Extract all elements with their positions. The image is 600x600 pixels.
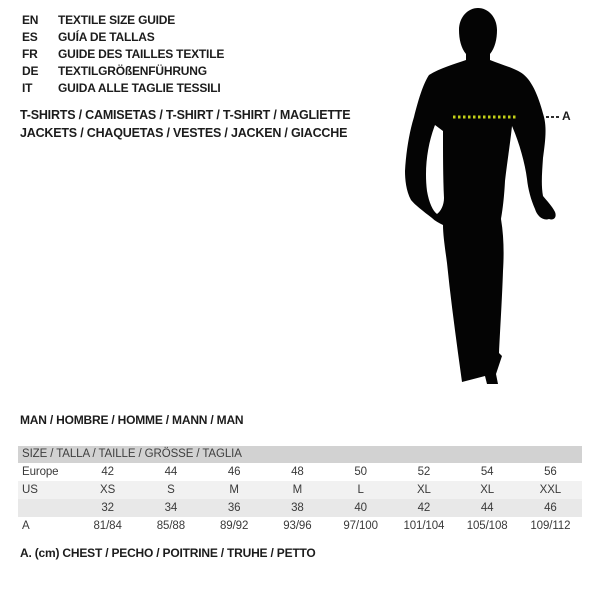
language-legend <box>22 12 224 97</box>
cell: 32 <box>101 502 114 514</box>
cell: 36 <box>227 502 241 514</box>
cell: 97/100 <box>343 520 378 532</box>
cell: 54 <box>480 466 494 478</box>
row-label: A <box>22 520 30 532</box>
category-tshirts: T-SHIRTS / CAMISETAS / T-SHIRT / T-SHIRT / MAGLIETTE <box>20 108 351 122</box>
cell: L <box>357 484 364 496</box>
cell: 44 <box>164 466 178 478</box>
cell: XS <box>100 484 116 496</box>
cell: 109/112 <box>530 520 571 532</box>
table-row-us <box>18 481 582 499</box>
cell: 56 <box>544 466 557 478</box>
language-row <box>22 12 224 29</box>
cell: 40 <box>354 502 367 514</box>
cell: XL <box>416 484 431 496</box>
language-label: TEXTILGRÖßENFÜHRUNG <box>58 64 207 78</box>
cell: 50 <box>354 466 367 478</box>
language-code: EN <box>22 13 39 27</box>
language-label: GUÍA DE TALLAS <box>58 30 155 44</box>
row-label: US <box>22 484 38 496</box>
table-row-chest-a <box>18 517 582 535</box>
table-header: SIZE / TALLA / TAILLE / GRÖSSE / TAGLIA <box>18 446 582 463</box>
row-label: Europe <box>22 466 59 478</box>
table-row-europe <box>18 463 582 481</box>
language-label: GUIDE DES TAILLES TEXTILE <box>58 47 225 61</box>
cell: 52 <box>417 466 431 478</box>
cell: XL <box>480 484 495 496</box>
man-silhouette <box>400 5 580 395</box>
cell: 85/88 <box>156 520 186 532</box>
cell: 101/104 <box>403 520 445 532</box>
category-jackets: JACKETS / CHAQUETAS / VESTES / JACKEN / GIACCHE <box>20 126 348 140</box>
cell: XXL <box>539 484 562 496</box>
man-silhouette-body <box>405 8 556 384</box>
cell: 81/84 <box>93 520 122 532</box>
language-row <box>22 29 224 46</box>
size-table <box>18 446 582 535</box>
cell: 89/92 <box>219 520 249 532</box>
language-code: IT <box>22 81 33 95</box>
cell: 48 <box>291 466 304 478</box>
cell: 42 <box>101 466 114 478</box>
language-code: DE <box>22 64 39 78</box>
cell: 38 <box>291 502 304 514</box>
cell: 42 <box>417 502 431 514</box>
cell: 44 <box>480 502 494 514</box>
language-label: GUIDA ALLE TAGLIE TESSILI <box>58 81 221 95</box>
measure-label-a: A <box>562 109 571 123</box>
cell: 105/108 <box>466 520 508 532</box>
row-label <box>18 499 76 517</box>
language-row <box>22 46 224 63</box>
language-code: FR <box>22 47 38 61</box>
category-block <box>20 106 350 142</box>
cell: 46 <box>544 502 557 514</box>
language-row <box>22 63 224 80</box>
language-code: ES <box>22 30 38 44</box>
cell: 46 <box>227 466 241 478</box>
language-row <box>22 80 224 97</box>
table-row-us-numeric <box>18 499 582 517</box>
cell: M <box>292 484 303 496</box>
language-label: TEXTILE SIZE GUIDE <box>58 13 176 27</box>
cell: M <box>229 484 239 496</box>
section-title-man: MAN / HOMBRE / HOMME / MANN / MAN <box>20 413 244 427</box>
footer-measure-note: A. (cm) CHEST / PECHO / POITRINE / TRUHE / PETTO <box>20 546 316 560</box>
cell: 34 <box>164 502 178 514</box>
cell: 93/96 <box>283 520 312 532</box>
cell: S <box>167 484 175 496</box>
